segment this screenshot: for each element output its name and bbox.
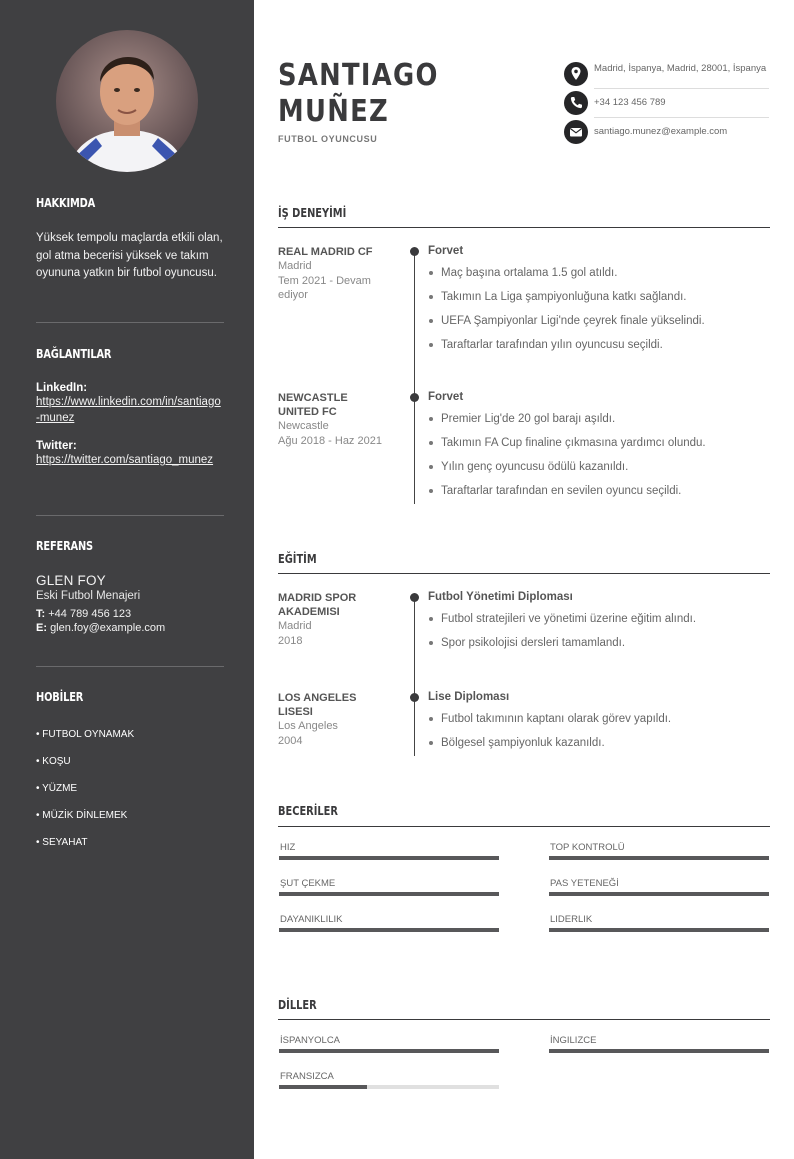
skill-label: DAYANIKLILIK bbox=[280, 914, 343, 925]
org-location: Newcastle bbox=[278, 420, 329, 432]
skill-label: TOP KONTROLÜ bbox=[550, 842, 625, 853]
language-bar-fill bbox=[279, 1085, 367, 1089]
language-item bbox=[279, 1035, 499, 1053]
skill-bar-fill bbox=[279, 928, 499, 932]
school-dates: 2018 bbox=[278, 634, 303, 647]
contact-block bbox=[564, 62, 769, 152]
language-bar-fill bbox=[549, 1049, 769, 1053]
timeline-dot bbox=[410, 693, 419, 702]
job-title: FUTBOL OYUNCUSU bbox=[278, 134, 378, 144]
profile-photo bbox=[56, 30, 198, 172]
language-bar bbox=[279, 1049, 499, 1053]
bullet-item: Yılın genç oyuncusu ödülü kazanıldı. bbox=[428, 460, 770, 474]
experience-details bbox=[428, 245, 770, 362]
bullet-item: Takımın FA Cup finaline çıkmasına yardımcı olundu. bbox=[428, 436, 770, 450]
skill-bar bbox=[279, 928, 499, 932]
contact-address: Madrid, İspanya, Madrid, 28001, İspanya bbox=[594, 63, 767, 74]
school-location: Los Angeles bbox=[278, 720, 338, 732]
phone-value: +44 789 456 123 bbox=[48, 608, 132, 620]
experience-meta bbox=[278, 391, 390, 448]
contact-email[interactable]: santiago.munez@example.com bbox=[594, 126, 728, 137]
divider bbox=[36, 322, 224, 323]
org-dates: Tem 2021 - Devam ediyor bbox=[278, 274, 371, 301]
skill-label: HIZ bbox=[280, 842, 296, 853]
links-section bbox=[36, 347, 224, 468]
envelope-icon bbox=[564, 120, 588, 144]
divider bbox=[36, 515, 224, 516]
reference-email bbox=[36, 622, 224, 634]
section-rule bbox=[278, 1019, 770, 1020]
phone-label: T: bbox=[36, 608, 46, 620]
bullet-item: Premier Lig'de 20 gol barajı aşıldı. bbox=[428, 412, 770, 426]
section-rule bbox=[278, 573, 770, 574]
reference-phone bbox=[36, 608, 224, 620]
timeline-line bbox=[414, 250, 415, 504]
degree-title: Lise Diploması bbox=[428, 691, 510, 703]
org-name: REAL MADRID CF bbox=[278, 246, 373, 258]
email-value: glen.foy@example.com bbox=[50, 622, 166, 634]
role-title: Forvet bbox=[428, 245, 464, 257]
school-dates: 2004 bbox=[278, 734, 303, 747]
timeline-dot bbox=[410, 393, 419, 402]
linkedin-label: LinkedIn: bbox=[36, 382, 88, 394]
languages-title: DİLLER bbox=[278, 998, 317, 1012]
bullet-item: Taraftarlar tarafından en sevilen oyuncu seçildi. bbox=[428, 484, 770, 498]
skill-item bbox=[549, 842, 769, 860]
org-dates: Ağu 2018 - Haz 2021 bbox=[278, 434, 382, 447]
language-label: FRANSIZCA bbox=[280, 1071, 334, 1082]
timeline-dot bbox=[410, 593, 419, 602]
skill-label: LIDERLIK bbox=[550, 914, 593, 925]
education-meta bbox=[278, 691, 390, 748]
bullet-item: Spor psikolojisi dersleri tamamlandı. bbox=[428, 636, 770, 650]
contact-phone: +34 123 456 789 bbox=[594, 97, 666, 108]
hobby-item: • KOŞU bbox=[36, 756, 71, 767]
contact-divider bbox=[594, 117, 769, 118]
links-title: BAĞLANTILAR bbox=[36, 347, 112, 361]
skill-bar bbox=[279, 856, 499, 860]
skill-item bbox=[549, 878, 769, 896]
email-label: E: bbox=[36, 622, 47, 634]
school-name: MADRID SPOR AKADEMISI bbox=[278, 592, 357, 618]
experience-details bbox=[428, 391, 770, 508]
person-name bbox=[278, 58, 439, 130]
bullet-item: Maç başına ortalama 1.5 gol atıldı. bbox=[428, 266, 770, 280]
language-bar bbox=[279, 1085, 499, 1089]
map-pin-icon bbox=[564, 62, 588, 86]
bullet-item: Bölgesel şampiyonluk kazanıldı. bbox=[428, 736, 770, 750]
skill-label: PAS YETENEĞİ bbox=[550, 878, 619, 889]
org-name: NEWCASTLE UNITED FC bbox=[278, 392, 348, 418]
reference-title: REFERANS bbox=[36, 539, 93, 553]
school-name: LOS ANGELES LISESI bbox=[278, 692, 357, 718]
first-name: SANTIAGO bbox=[278, 58, 439, 93]
hobby-item: • FUTBOL OYNAMAK bbox=[36, 729, 135, 740]
hobby-item: • SEYAHAT bbox=[36, 837, 88, 848]
reference-section bbox=[36, 539, 224, 634]
language-label: İNGILIZCE bbox=[550, 1035, 597, 1046]
skill-bar-fill bbox=[549, 856, 769, 860]
skill-item bbox=[279, 842, 499, 860]
linkedin-item bbox=[36, 382, 224, 426]
phone-icon bbox=[564, 91, 588, 115]
skill-item bbox=[549, 914, 769, 932]
education-title: EĞİTİM bbox=[278, 552, 317, 566]
education-details bbox=[428, 691, 770, 760]
language-label: İSPANYOLCA bbox=[280, 1035, 341, 1046]
reference-role: Eski Futbol Menajeri bbox=[36, 590, 141, 602]
sidebar bbox=[0, 0, 254, 1159]
timeline-line bbox=[414, 596, 415, 756]
language-item bbox=[279, 1071, 499, 1089]
hobbies-section bbox=[36, 690, 224, 864]
hobby-list bbox=[36, 729, 224, 864]
skills-title: BECERİLER bbox=[278, 804, 338, 818]
divider bbox=[36, 666, 224, 667]
skill-item bbox=[279, 878, 499, 896]
skill-bar bbox=[549, 892, 769, 896]
skill-item bbox=[279, 914, 499, 932]
language-item bbox=[549, 1035, 769, 1053]
hobbies-title: HOBİLER bbox=[36, 690, 84, 704]
org-location: Madrid bbox=[278, 260, 312, 272]
skill-bar-fill bbox=[279, 856, 499, 860]
section-rule bbox=[278, 227, 770, 228]
skill-bar bbox=[549, 928, 769, 932]
skill-bar bbox=[279, 892, 499, 896]
bullet-item: Takımın La Liga şampiyonluğuna katkı sağlandı. bbox=[428, 290, 770, 304]
skill-bar-fill bbox=[549, 928, 769, 932]
education-meta bbox=[278, 591, 390, 648]
experience-title: İŞ DENEYİMİ bbox=[278, 206, 347, 220]
language-bar-fill bbox=[279, 1049, 499, 1053]
about-section bbox=[36, 196, 224, 283]
skill-bar-fill bbox=[279, 892, 499, 896]
school-location: Madrid bbox=[278, 620, 312, 632]
reference-name: GLEN FOY bbox=[36, 573, 106, 588]
skill-label: ŞUT ÇEKME bbox=[280, 878, 336, 889]
bullet-item: Taraftarlar tarafından yılın oyuncusu seçildi. bbox=[428, 338, 770, 352]
experience-meta bbox=[278, 245, 390, 303]
skill-bar-fill bbox=[549, 892, 769, 896]
twitter-item bbox=[36, 440, 224, 468]
hobby-item: • YÜZME bbox=[36, 783, 78, 794]
about-title: HAKKIMDA bbox=[36, 196, 96, 210]
section-rule bbox=[278, 826, 770, 827]
bullet-item: Futbol stratejileri ve yönetimi üzerine eğitim alındı. bbox=[428, 612, 770, 626]
bullet-item: UEFA Şampiyonlar Ligi'nde çeyrek finale yükselindi. bbox=[428, 314, 770, 328]
language-bar bbox=[549, 1049, 769, 1053]
linkedin-link[interactable]: https://www.linkedin.com/in/santiago-munez bbox=[36, 396, 221, 424]
degree-title: Futbol Yönetimi Diploması bbox=[428, 591, 573, 603]
bullet-item: Futbol takımının kaptanı olarak görev yapıldı. bbox=[428, 712, 770, 726]
twitter-label: Twitter: bbox=[36, 440, 77, 452]
skill-bar bbox=[549, 856, 769, 860]
last-name: MUÑEZ bbox=[278, 94, 390, 129]
twitter-link[interactable]: https://twitter.com/santiago_munez bbox=[36, 454, 214, 466]
about-text: Yüksek tempolu maçlarda etkili olan, gol atma becerisi yüksek ve takım oyununa yatkın bir futbol oyuncusu. bbox=[36, 232, 223, 279]
role-title: Forvet bbox=[428, 391, 464, 403]
contact-divider bbox=[594, 88, 769, 89]
timeline-dot bbox=[410, 247, 419, 256]
hobby-item: • MÜZİK DİNLEMEK bbox=[36, 810, 128, 821]
education-details bbox=[428, 591, 770, 660]
